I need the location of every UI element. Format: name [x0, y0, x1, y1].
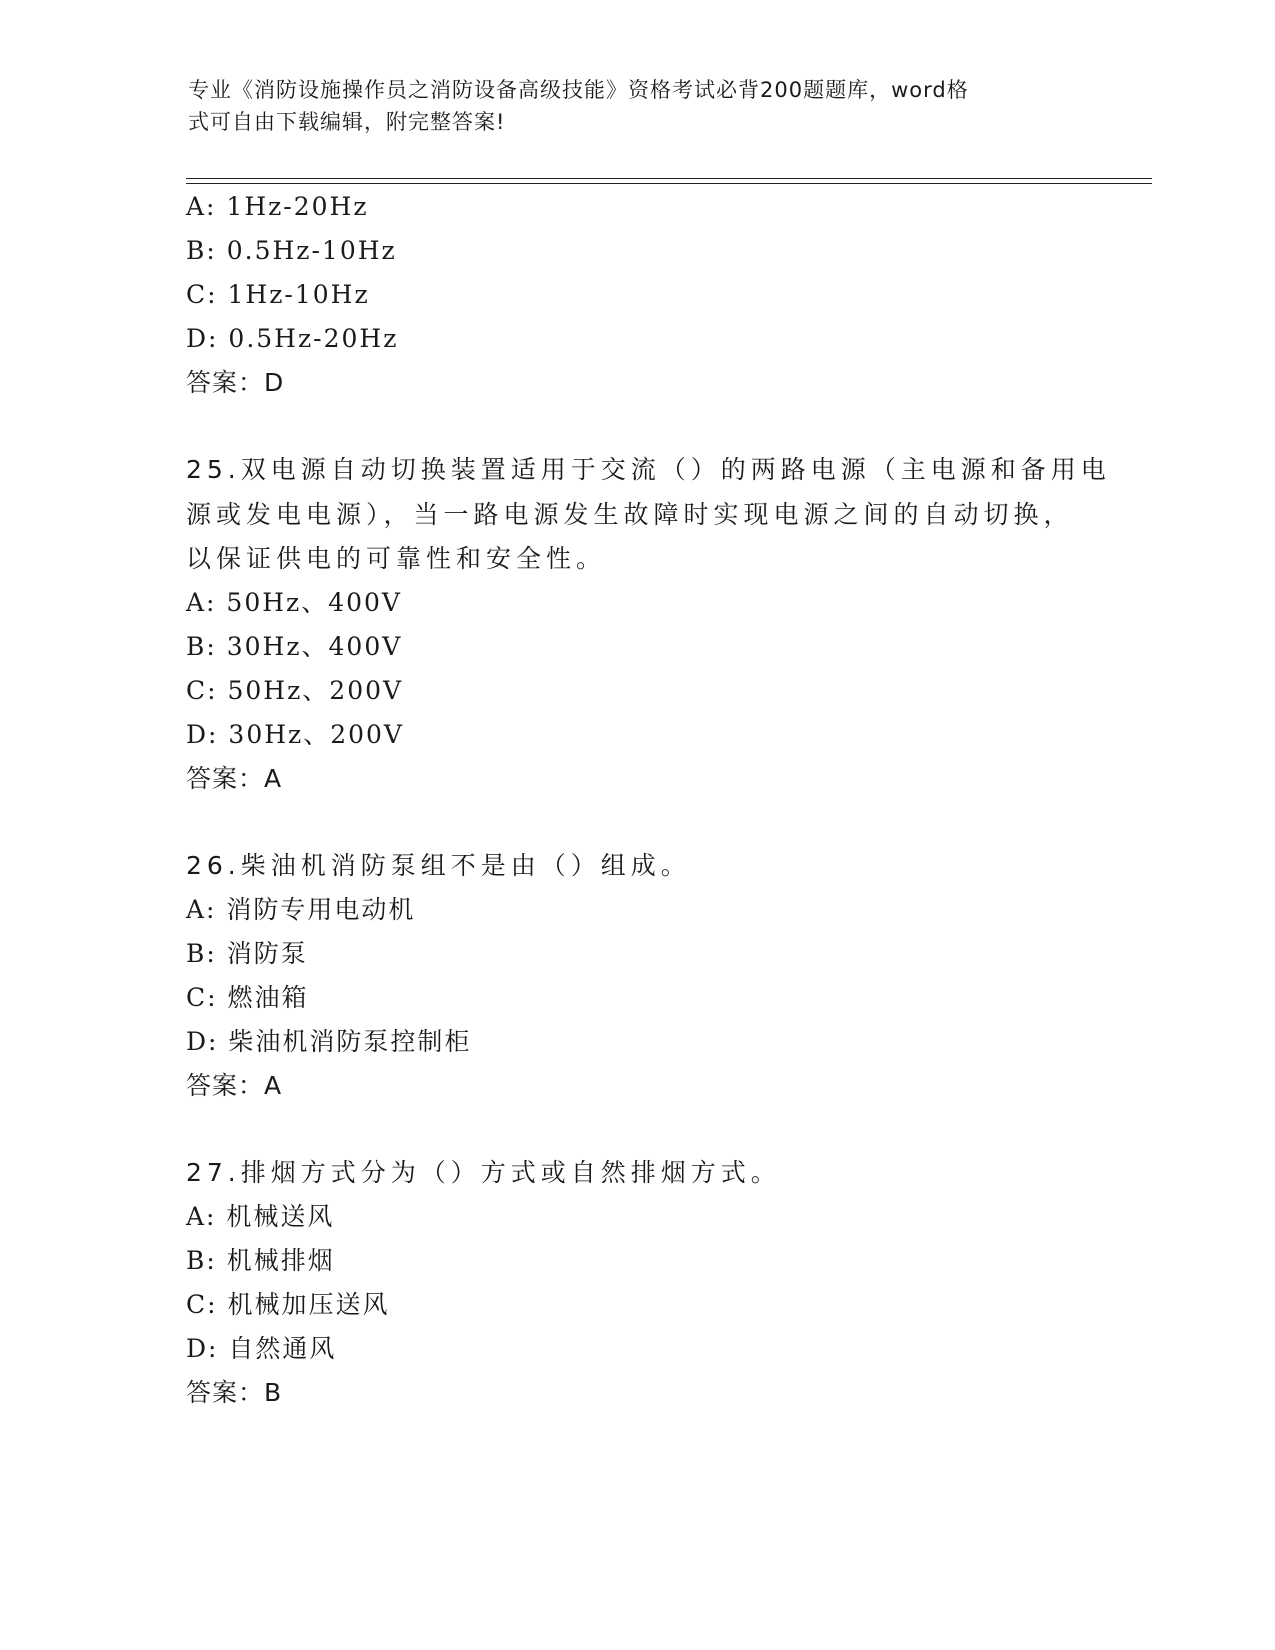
- header-line-1: 专业《消防设施操作员之消防设备高级技能》资格考试必背200题题库，word格: [188, 78, 969, 102]
- q25-text-line-2: 源或发电电源），当一路电源发生故障时实现电源之间的自动切换，: [186, 500, 1074, 529]
- q27-option-c: C: 机械加压送风: [186, 1290, 390, 1319]
- prev-option-d: D: 0.5Hz-20Hz: [186, 324, 399, 353]
- q26-option-b: B: 消防泵: [186, 939, 308, 968]
- q27-option-d: D: 自然通风: [186, 1334, 337, 1363]
- q26-option-c: C: 燃油箱: [186, 983, 309, 1012]
- q25-text-line-3: 以保证供电的可靠性和安全性。: [186, 544, 607, 573]
- q25-option-d: D: 30Hz、200V: [186, 720, 404, 749]
- q25-text-line-1: 25.双电源自动切换装置适用于交流（）的两路电源（主电源和备用电: [186, 455, 1111, 484]
- q27-text-line-1: 27.排烟方式分为（）方式或自然排烟方式。: [186, 1158, 781, 1187]
- header-divider-bottom: [186, 183, 1152, 184]
- header-divider-top: [186, 178, 1152, 179]
- q26-answer: 答案：A: [186, 1071, 283, 1100]
- q25-option-b: B: 30Hz、400V: [186, 632, 403, 661]
- q26-option-d: D: 柴油机消防泵控制柜: [186, 1027, 472, 1056]
- document-header: [188, 74, 1088, 138]
- prev-option-c: C: 1Hz-10Hz: [186, 280, 370, 309]
- q27-answer: 答案：B: [186, 1378, 283, 1407]
- q25-answer: 答案：A: [186, 764, 283, 793]
- prev-option-a: A: 1Hz-20Hz: [186, 192, 369, 221]
- prev-option-b: B: 0.5Hz-10Hz: [186, 236, 397, 265]
- q27-option-a: A: 机械送风: [186, 1202, 335, 1231]
- q27-option-b: B: 机械排烟: [186, 1246, 335, 1275]
- q25-option-a: A: 50Hz、400V: [186, 588, 402, 617]
- q25-option-c: C: 50Hz、200V: [186, 676, 404, 705]
- q26-option-a: A: 消防专用电动机: [186, 895, 416, 924]
- prev-answer: 答案：D: [186, 368, 285, 397]
- q26-text-line-1: 26.柴油机消防泵组不是由（）组成。: [186, 851, 691, 880]
- header-line-2: 式可自由下载编辑，附完整答案!: [188, 110, 506, 134]
